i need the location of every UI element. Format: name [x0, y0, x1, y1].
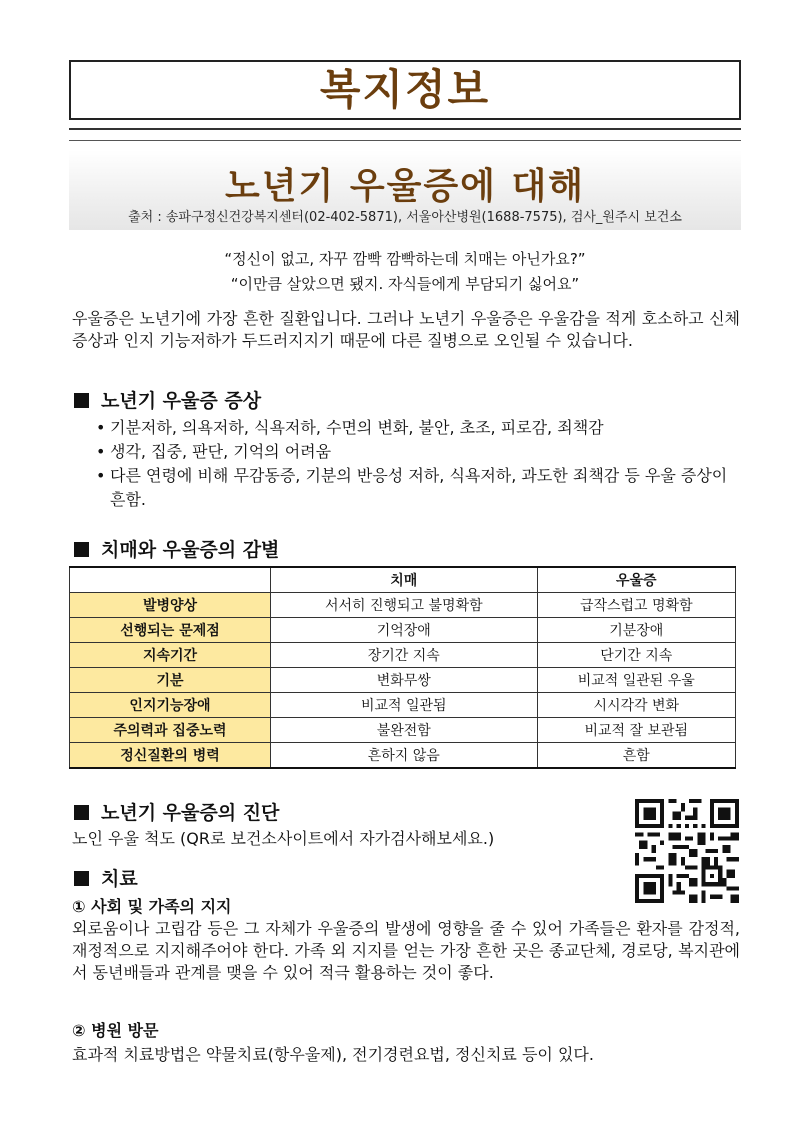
table-cell: 기억장애 — [271, 618, 538, 643]
treatment-heading — [74, 864, 138, 891]
table-row — [70, 668, 736, 693]
main-title: 복지정보 — [319, 65, 491, 114]
table-cell: 비교적 잘 보관됨 — [537, 718, 735, 743]
table-cell: 불완전함 — [271, 718, 538, 743]
row-label: 인지기능장애 — [70, 693, 271, 718]
table-header-cell: 치매 — [271, 567, 538, 593]
square-bullet-icon — [74, 393, 89, 408]
article-title: 노년기 우울증에 대해 — [224, 166, 586, 207]
diagnosis-heading-text: 노년기 우울증의 진단 — [101, 802, 280, 824]
comparison-heading-text: 치매와 우울증의 감별 — [101, 539, 280, 561]
row-label: 정신질환의 병력 — [70, 743, 271, 769]
social-support-text: 외로움이나 고립감 등은 그 자체가 우울증의 발생에 영향을 줄 수 있어 가족들은 환자를 감정적, 재정적으로 지지해주어야 한다. 가족 외 지지를 얻는 가장 흔한 곳은 종교단체, 경로당, 복지관에서 동년배들과 관계를 맺을 수 있어 적극 활용하는 것이 좋다. — [72, 919, 740, 982]
table-cell: 장기간 지속 — [271, 643, 538, 668]
row-label: 주의력과 집중노력 — [70, 718, 271, 743]
comparison-heading — [74, 535, 279, 562]
table-cell: 변화무쌍 — [271, 668, 538, 693]
table-row — [70, 743, 736, 769]
square-bullet-icon — [74, 871, 89, 886]
intro-paragraph: 우울증은 노년기에 가장 흔한 질환입니다. 그러나 노년기 우울증은 우울감을 적게 호소하고 신체증상과 인지 기능저하가 두드러지지기 때문에 다른 질병으로 오인될 수 있습니다. — [72, 309, 740, 350]
qr-code[interactable] — [634, 799, 740, 903]
quote-2: “이만큼 살았으면 됐지. 자식들에게 부담되기 싫어요” — [230, 275, 580, 293]
table-header-cell — [70, 567, 271, 593]
symptoms-heading — [74, 386, 261, 413]
symptoms-list — [96, 416, 736, 512]
table-cell: 기분장애 — [537, 618, 735, 643]
quote-1: “정신이 없고, 자꾸 깜빡 깜빡하는데 치매는 아닌가요?” — [224, 250, 586, 268]
list-item: • 생각, 집중, 판단, 기억의 어려움 — [96, 440, 736, 464]
subtitle-banner — [69, 150, 741, 230]
table-row — [70, 718, 736, 743]
treatment-heading-text: 치료 — [101, 868, 138, 890]
list-item: • 다른 연령에 비해 무감동증, 기분의 반응성 저하, 식욕저하, 과도한 죄책감 등 우울 증상이 흔함. — [96, 464, 736, 512]
table-header-row — [70, 567, 736, 593]
table-cell: 시시각각 변화 — [537, 693, 735, 718]
square-bullet-icon — [74, 542, 89, 557]
row-label: 기분 — [70, 668, 271, 693]
table-row — [70, 618, 736, 643]
social-support-title: ① 사회 및 가족의 지지 — [72, 897, 232, 916]
table-header-cell: 우울증 — [537, 567, 735, 593]
divider-line — [69, 128, 741, 130]
table-row — [70, 593, 736, 618]
table-cell: 단기간 지속 — [537, 643, 735, 668]
table-cell: 급작스럽고 명확함 — [537, 593, 735, 618]
row-label: 선행되는 문제점 — [70, 618, 271, 643]
source-credit: 출처 : 송파구정신건강복지센터(02-402-5871), 서울아산병원(1688-7575), 검사_원주시 보건소 — [128, 210, 682, 225]
comparison-table — [69, 566, 736, 769]
table-cell: 흔하지 않음 — [271, 743, 538, 769]
row-label: 지속기간 — [70, 643, 271, 668]
table-cell: 흔함 — [537, 743, 735, 769]
list-item: • 기분저하, 의욕저하, 식욕저하, 수면의 변화, 불안, 초조, 피로감, 죄책감 — [96, 416, 736, 440]
table-row — [70, 693, 736, 718]
table-cell: 서서히 진행되고 불명확함 — [271, 593, 538, 618]
diagnosis-heading — [74, 798, 279, 825]
diagnosis-text: 노인 우울 척도 (QR로 보건소사이트에서 자가검사해보세요.) — [72, 829, 495, 848]
table-cell: 비교적 일관됨 — [271, 693, 538, 718]
table-row — [70, 643, 736, 668]
hospital-visit-text: 효과적 치료방법은 약물치료(항우울제), 전기경련요법, 정신치료 등이 있다. — [72, 1045, 594, 1064]
table-cell: 비교적 일관된 우울 — [537, 668, 735, 693]
row-label: 발병양상 — [70, 593, 271, 618]
divider-line — [69, 140, 741, 141]
symptoms-heading-text: 노년기 우울증 증상 — [101, 390, 262, 412]
square-bullet-icon — [74, 805, 89, 820]
main-title-box — [69, 60, 741, 120]
hospital-visit-title: ② 병원 방문 — [72, 1021, 159, 1040]
